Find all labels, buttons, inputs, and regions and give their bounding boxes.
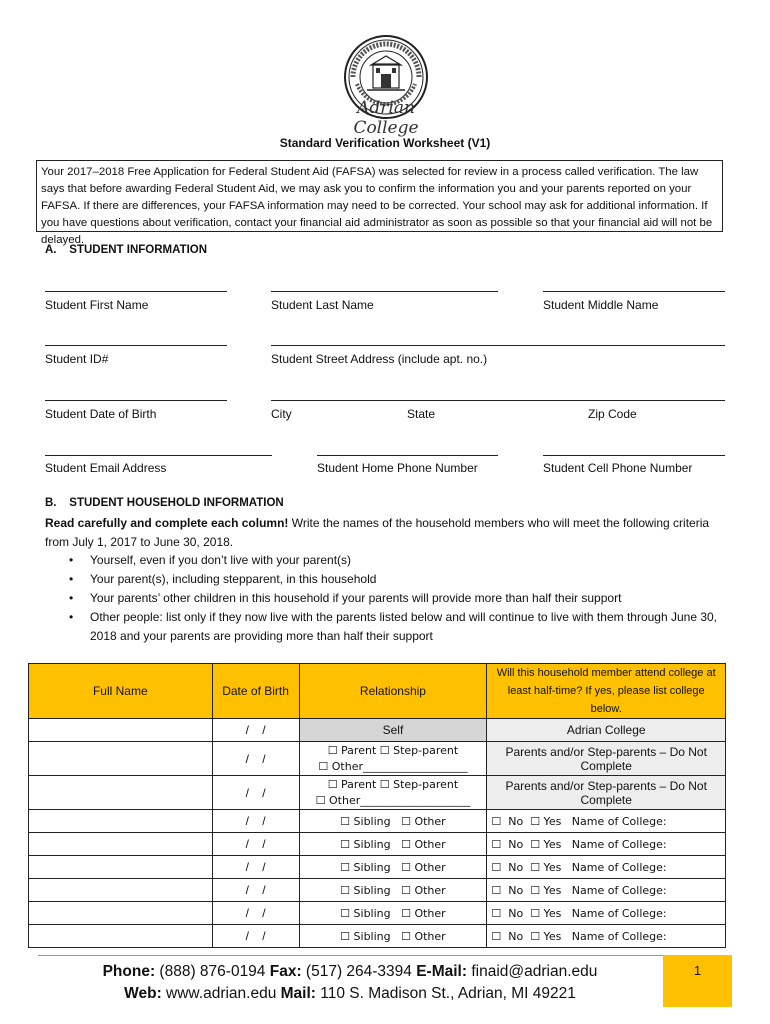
middle-name-label: Student Middle Name <box>543 298 659 312</box>
parent-options[interactable]: ☐ Parent ☐ Step-parent <box>327 777 459 791</box>
cell-phone-line[interactable] <box>543 455 725 456</box>
college-options[interactable]: ☐ No ☐ Yes Name of College: <box>487 925 726 948</box>
first-name-line[interactable] <box>45 291 227 292</box>
table-row <box>29 742 726 776</box>
email-line[interactable] <box>45 455 272 456</box>
sibling-options[interactable]: ☐ Sibling ☐ Other <box>299 833 487 856</box>
footer-line-2 <box>0 985 700 1003</box>
household-table <box>28 663 726 948</box>
criteria-list <box>45 551 725 646</box>
instruction-bold: Read carefully and complete each column! <box>45 516 289 530</box>
table-row <box>29 902 726 925</box>
footer-line-1 <box>0 963 700 981</box>
college-options[interactable]: ☐ No ☐ Yes Name of College: <box>487 856 726 879</box>
phone-label: Phone: <box>102 963 156 980</box>
table-row <box>29 879 726 902</box>
college-options[interactable]: ☐ No ☐ Yes Name of College: <box>487 902 726 925</box>
college-options[interactable]: ☐ No ☐ Yes Name of College: <box>487 879 726 902</box>
parent-relationship-cell[interactable] <box>299 776 487 810</box>
full-name-cell[interactable] <box>29 776 213 810</box>
table-row <box>29 810 726 833</box>
last-name-label: Student Last Name <box>271 298 374 312</box>
fax-value: (517) 264-3394 <box>301 963 417 980</box>
student-id-line[interactable] <box>45 345 227 346</box>
section-b-heading: B. STUDENT HOUSEHOLD INFORMATION <box>45 497 284 509</box>
criteria-item: • Other people: list only if they now live with the parents listed below and will continue to live with them through June 30, 2018 and your parents are providing more than half their support <box>45 608 725 646</box>
street-address-line[interactable] <box>271 345 725 346</box>
parent-options[interactable]: ☐ Parent ☐ Step-parent <box>327 743 459 757</box>
header-dob: Date of Birth <box>212 664 299 719</box>
criteria-item: • Your parents’ other children in this household if your parents will provide more than half their support <box>45 589 725 608</box>
college-name: Adrian College <box>353 98 419 138</box>
full-name-cell[interactable] <box>29 879 213 902</box>
criteria-item: • Your parent(s), including stepparent, in this household <box>45 570 725 589</box>
dob-cell[interactable]: / / <box>212 879 299 902</box>
dob-cell[interactable]: / / <box>212 833 299 856</box>
page-title: Standard Verification Worksheet (V1) <box>279 136 491 150</box>
parent-relationship-cell[interactable] <box>299 742 487 776</box>
dob-cell[interactable]: / / <box>212 925 299 948</box>
email-label: Student Email Address <box>45 461 167 475</box>
state-label: State <box>407 407 436 421</box>
sibling-options[interactable]: ☐ Sibling ☐ Other <box>299 879 487 902</box>
last-name-line[interactable] <box>271 291 498 292</box>
home-phone-label: Student Home Phone Number <box>317 461 478 475</box>
parents-note: Parents and/or Step-parents – Do Not Complete <box>487 776 726 810</box>
email-label: E-Mail: <box>416 963 468 980</box>
section-b-instructions <box>45 514 725 552</box>
city-state-zip-line[interactable] <box>271 400 725 401</box>
middle-name-line[interactable] <box>543 291 725 292</box>
city-label: City <box>271 407 292 421</box>
full-name-cell[interactable] <box>29 719 213 742</box>
parent-other[interactable]: ☐ Other___________________ <box>318 759 468 773</box>
fax-label: Fax: <box>269 963 302 980</box>
full-name-cell[interactable] <box>29 810 213 833</box>
dob-line[interactable] <box>45 400 227 401</box>
table-row <box>29 776 726 810</box>
intro-box: Your 2017–2018 Free Application for Federal Student Aid (FAFSA) was selected for review in a process called verification. The law says that before awarding Federal Student Aid, we may ask you to confirm the information you and your parents reported on your FAFSA. If there are differences, your FAFSA information may need to be corrected. Your school may ask for additional information. If you have questions about verification, contact your financial aid administrator as soon as possible so that your financial aid will not be delayed. <box>36 160 723 232</box>
student-id-label: Student ID# <box>45 352 109 366</box>
sibling-options[interactable]: ☐ Sibling ☐ Other <box>299 902 487 925</box>
college-options[interactable]: ☐ No ☐ Yes Name of College: <box>487 833 726 856</box>
dob-cell[interactable]: / / <box>212 719 299 742</box>
dob-cell[interactable]: / / <box>212 902 299 925</box>
home-phone-line[interactable] <box>317 455 498 456</box>
instruction-rest: Write the names of the household members who will meet the following criteria from July 1, 2017 to June 30, 2018. <box>45 516 710 549</box>
dob-cell[interactable]: / / <box>212 810 299 833</box>
phone-value: (888) 876-0194 <box>155 963 270 980</box>
college-options[interactable]: ☐ No ☐ Yes Name of College: <box>487 810 726 833</box>
web-label: Web: <box>124 985 162 1002</box>
header-college: Will this household member attend college at least half-time? If yes, please list college below. <box>487 664 726 719</box>
full-name-cell[interactable] <box>29 833 213 856</box>
dob-cell[interactable]: / / <box>212 776 299 810</box>
table-row <box>29 925 726 948</box>
relationship-self: Self <box>299 719 487 742</box>
college-self: Adrian College <box>487 719 726 742</box>
header-relationship: Relationship <box>299 664 487 719</box>
full-name-cell[interactable] <box>29 925 213 948</box>
full-name-cell[interactable] <box>29 856 213 879</box>
cell-phone-label: Student Cell Phone Number <box>543 461 693 475</box>
footer-divider <box>38 955 731 956</box>
full-name-cell[interactable] <box>29 902 213 925</box>
street-address-label: Student Street Address (include apt. no.) <box>271 352 488 366</box>
email-value[interactable]: finaid@adrian.edu <box>467 963 598 980</box>
parents-note: Parents and/or Step-parents – Do Not Complete <box>487 742 726 776</box>
web-value[interactable]: www.adrian.edu <box>161 985 281 1002</box>
sibling-options[interactable]: ☐ Sibling ☐ Other <box>299 856 487 879</box>
section-a-heading: A. STUDENT INFORMATION <box>45 244 208 256</box>
mail-label: Mail: <box>280 985 316 1002</box>
sibling-options[interactable]: ☐ Sibling ☐ Other <box>299 925 487 948</box>
page-number: 1 <box>663 955 732 1007</box>
parent-other[interactable]: ☐ Other____________________ <box>315 793 471 807</box>
table-row <box>29 856 726 879</box>
header-full-name: Full Name <box>29 664 213 719</box>
sibling-options[interactable]: ☐ Sibling ☐ Other <box>299 810 487 833</box>
table-row <box>29 719 726 742</box>
table-row <box>29 833 726 856</box>
zip-label: Zip Code <box>588 407 637 421</box>
dob-cell[interactable]: / / <box>212 856 299 879</box>
dob-label: Student Date of Birth <box>45 407 157 421</box>
mail-value: 110 S. Madison St., Adrian, MI 49221 <box>315 985 576 1002</box>
dob-cell[interactable]: / / <box>212 742 299 776</box>
full-name-cell[interactable] <box>29 742 213 776</box>
first-name-label: Student First Name <box>45 298 149 312</box>
criteria-item: • Yourself, even if you don’t live with your parent(s) <box>45 551 725 570</box>
